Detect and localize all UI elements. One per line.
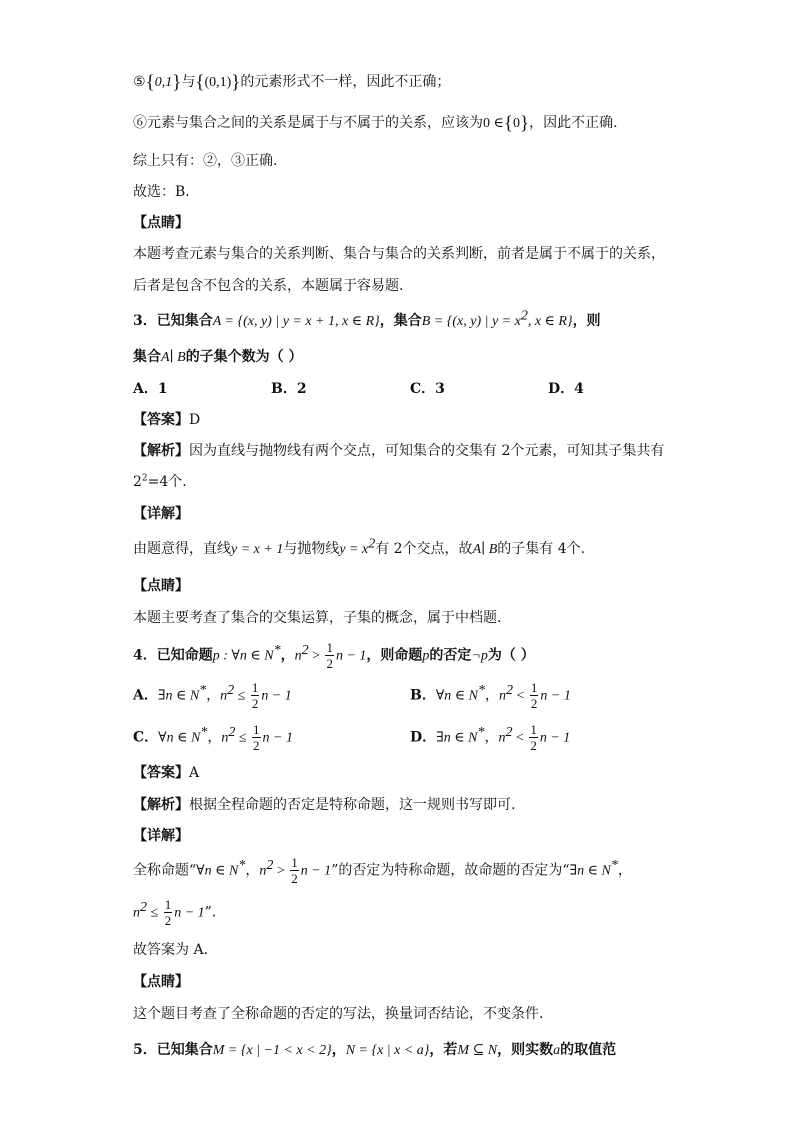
q3-dianjing-tag: 【点睛】 [133,578,189,594]
q3-stem-2: 集合A∣ B的子集个数为（ ） [133,349,303,365]
q4-option-c: C．∀n ∈ N*，$n^2$ ≤ $\frac{1}{2}$ n − 1 [133,722,293,753]
q4-answer: 【答案】A [133,765,200,781]
q3-option-a: A．1 [133,381,168,397]
q3-analysis-2: $2^2=4$个. [133,473,187,490]
q3-detail-tag: 【详解】 [133,506,189,522]
q3-stem: 3．已知集合A = {(x, y) | y = x + 1, x ∈ R}，集合B = {(x, y) | $y = x^2$, x ∈ R}，则 [133,308,601,329]
summary-line: 综上只有：②，③正确. [133,153,278,169]
q4-dianjing-tag: 【点睛】 [133,974,189,990]
dianjing-text-1a: 本题考查元素与集合的关系判断、集合与集合的关系判断，前者是属于不属于的关系， [133,246,665,262]
q4-option-b: B．∀n ∈ N*，$n^2$ < $\frac{1}{2}$ n − 1 [410,680,571,711]
q4-stem: 4．已知命题p : ∀n ∈ N*，$n^2$ > $\frac{1}{2}$ n − 1，则命题p的否定¬p为（ ） [133,640,535,671]
q3-option-b: B．2 [271,381,307,397]
q4-detail-tag: 【详解】 [133,828,189,844]
dianjing-tag-1: 【点睛】 [133,215,189,231]
q3-analysis: 【解析】因为直线与抛物线有两个交点，可知集合的交集有 2个元素，可知其子集共有 [133,443,665,459]
q4-detail-text-2: $n^2$ ≤ $\frac{1}{2}$ n − 1”. [133,897,217,928]
q5-stem: 5．已知集合M = {x | −1 < x < 2}，N = {x | x < a}，若M ⊆ N，则实数a的取值范 [133,1042,617,1058]
line-2: ⑥元素与集合之间的关系是属于与不属于的关系，应该为0 ∈{0}，因此不正确. [133,113,618,134]
q3-dianjing-text: 本题主要考查了集合的交集运算，子集的概念，属于中档题. [133,610,502,626]
line-1: ⑤{0,1}与{(0,1)}的元素形式不一样，因此不正确； [133,72,451,93]
q4-conclusion: 故答案为 A. [133,942,209,958]
q4-option-d: D．∃n ∈ N*，$n^2$ < $\frac{1}{2}$ n − 1 [410,722,571,753]
answer-choice-line: 故选：B. [133,184,190,200]
q3-option-d: D．4 [548,381,584,397]
q3-detail-text: 由题意得，直线y = x + 1与抛物线$y = x^2$有 2个交点，故A∣ B的子集有 4个. [133,536,586,557]
q4-option-a: A．∃n ∈ N*，$n^2$ ≤ $\frac{1}{2}$ n − 1 [133,680,292,711]
q3-answer: 【答案】D [133,412,201,428]
set-0-1: 0,1 [154,75,173,90]
q4-detail-text-1: 全称命题“∀n ∈ N*，$n^2$ > $\frac{1}{2}$ n − 1”的否定为特称命题，故命题的否定为“∃n ∈ N*， [133,855,632,886]
q4-analysis: 【解析】根据全程命题的否定是特称命题，这一规则书写即可. [133,797,516,813]
q4-dianjing-text: 这个题目考查了全称命题的否定的写法，换量词否结论，不变条件. [133,1006,544,1022]
q3-option-c: C．3 [410,381,445,397]
dianjing-text-1b: 后者是包含不包含的关系，本题属于容易题. [133,278,404,294]
set-pair: (0,1) [204,75,232,90]
